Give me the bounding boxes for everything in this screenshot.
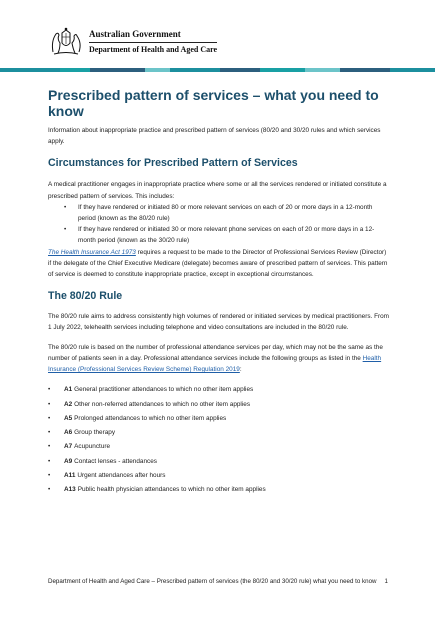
list-item: • A6 Group therapy (48, 429, 116, 437)
list-item: • If they have rendered or initiated 80 or more relevant services on each of 20 or more days in a 12-month period (known as the 80/20 rule) (64, 203, 373, 223)
list-item: • A9 Contact lenses - attendances (48, 457, 157, 465)
list-item: • A7 Acupuncture (48, 443, 111, 451)
stripe-segment (305, 68, 340, 72)
stripe-segment (0, 68, 60, 72)
department-name: Department of Health and Aged Care (89, 45, 218, 54)
footer-text: Department of Health and Aged Care – Prescribed pattern of services (the 80/20 and 30/20 rule) what you need to know (48, 578, 377, 585)
stripe-segment (260, 68, 305, 72)
circumstances-list (48, 202, 390, 247)
decorative-stripe (0, 68, 435, 72)
list-item: • A13 Public health physician attendances to which no other item applies (48, 486, 266, 494)
attendance-groups-list (48, 385, 390, 499)
health-insurance-act-link[interactable]: The Health Insurance Act 1973 (48, 248, 136, 256)
rule-basis-text: The 80/20 rule is based on the number of professional attendance services per day, which may not be the same as the number of patients seen in a day. Professional attendance services include the following groups as listed in the Health Insurance (Professional Services Review Scheme) Regulation 2019: (48, 343, 383, 374)
stripe-segment (90, 68, 145, 72)
regulation-link[interactable]: Health Insurance (Professional Services Review Scheme) Regulation 2019 (48, 354, 382, 374)
government-name: Australian Government (89, 29, 217, 43)
list-item: • If they have rendered or initiated 30 or more relevant phone services on each of 20 or more days in a 12-month period (known as the 30/20 rule) (64, 226, 375, 245)
intro-text: Information about inappropriate practice and prescribed pattern of services (80/20 and 30/20 rules and which services apply. (48, 127, 381, 146)
stripe-segment (390, 68, 435, 72)
section-heading-80-20: The 80/20 Rule (48, 290, 123, 303)
rule-intro-text: The 80/20 rule aims to address consistently high volumes of rendered or initiated services by medical practitioners. From 1 July 2022, telehealth services including telephone and video consultations are included in the 80/20 rule. (48, 313, 389, 332)
page-number: 1 (384, 578, 388, 585)
list-item: • A5 Prolonged attendances to which no other item applies (48, 414, 227, 422)
page-footer (48, 577, 388, 587)
list-item: • A2 Other non-referred attendances to which no other item applies (48, 400, 251, 408)
document-body (48, 87, 390, 500)
stripe-segment (340, 68, 390, 72)
stripe-segment (60, 68, 90, 72)
coat-of-arms-icon (49, 27, 83, 57)
stripe-segment (170, 68, 220, 72)
page-title: Prescribed pattern of services – what you need to know (48, 87, 379, 119)
circumstances-text: A medical practitioner engages in inappropriate practice where some or all the services rendered or initiated constitute a prescribed pattern of services. This includes: (48, 181, 387, 200)
list-item: • A11 Urgent attendances after hours (48, 472, 166, 480)
stripe-segment (145, 68, 170, 72)
section-heading-circumstances: Circumstances for Prescribed Pattern of Services (48, 157, 298, 170)
act-text: The Health Insurance Act 1973 requires a request to be made to the Director of Professional Services Review (Director) if the delegate of the Chief Executive Medicare (delegate) becomes aware of prescribed pattern of services. This pattern of service is deemed to constitute inappropriate practice, except in exceptional circumstances. (48, 248, 388, 279)
list-item: • A1 General practitioner attendances to which no other item applies (48, 386, 254, 394)
page-header (49, 22, 217, 62)
stripe-segment (220, 68, 260, 72)
